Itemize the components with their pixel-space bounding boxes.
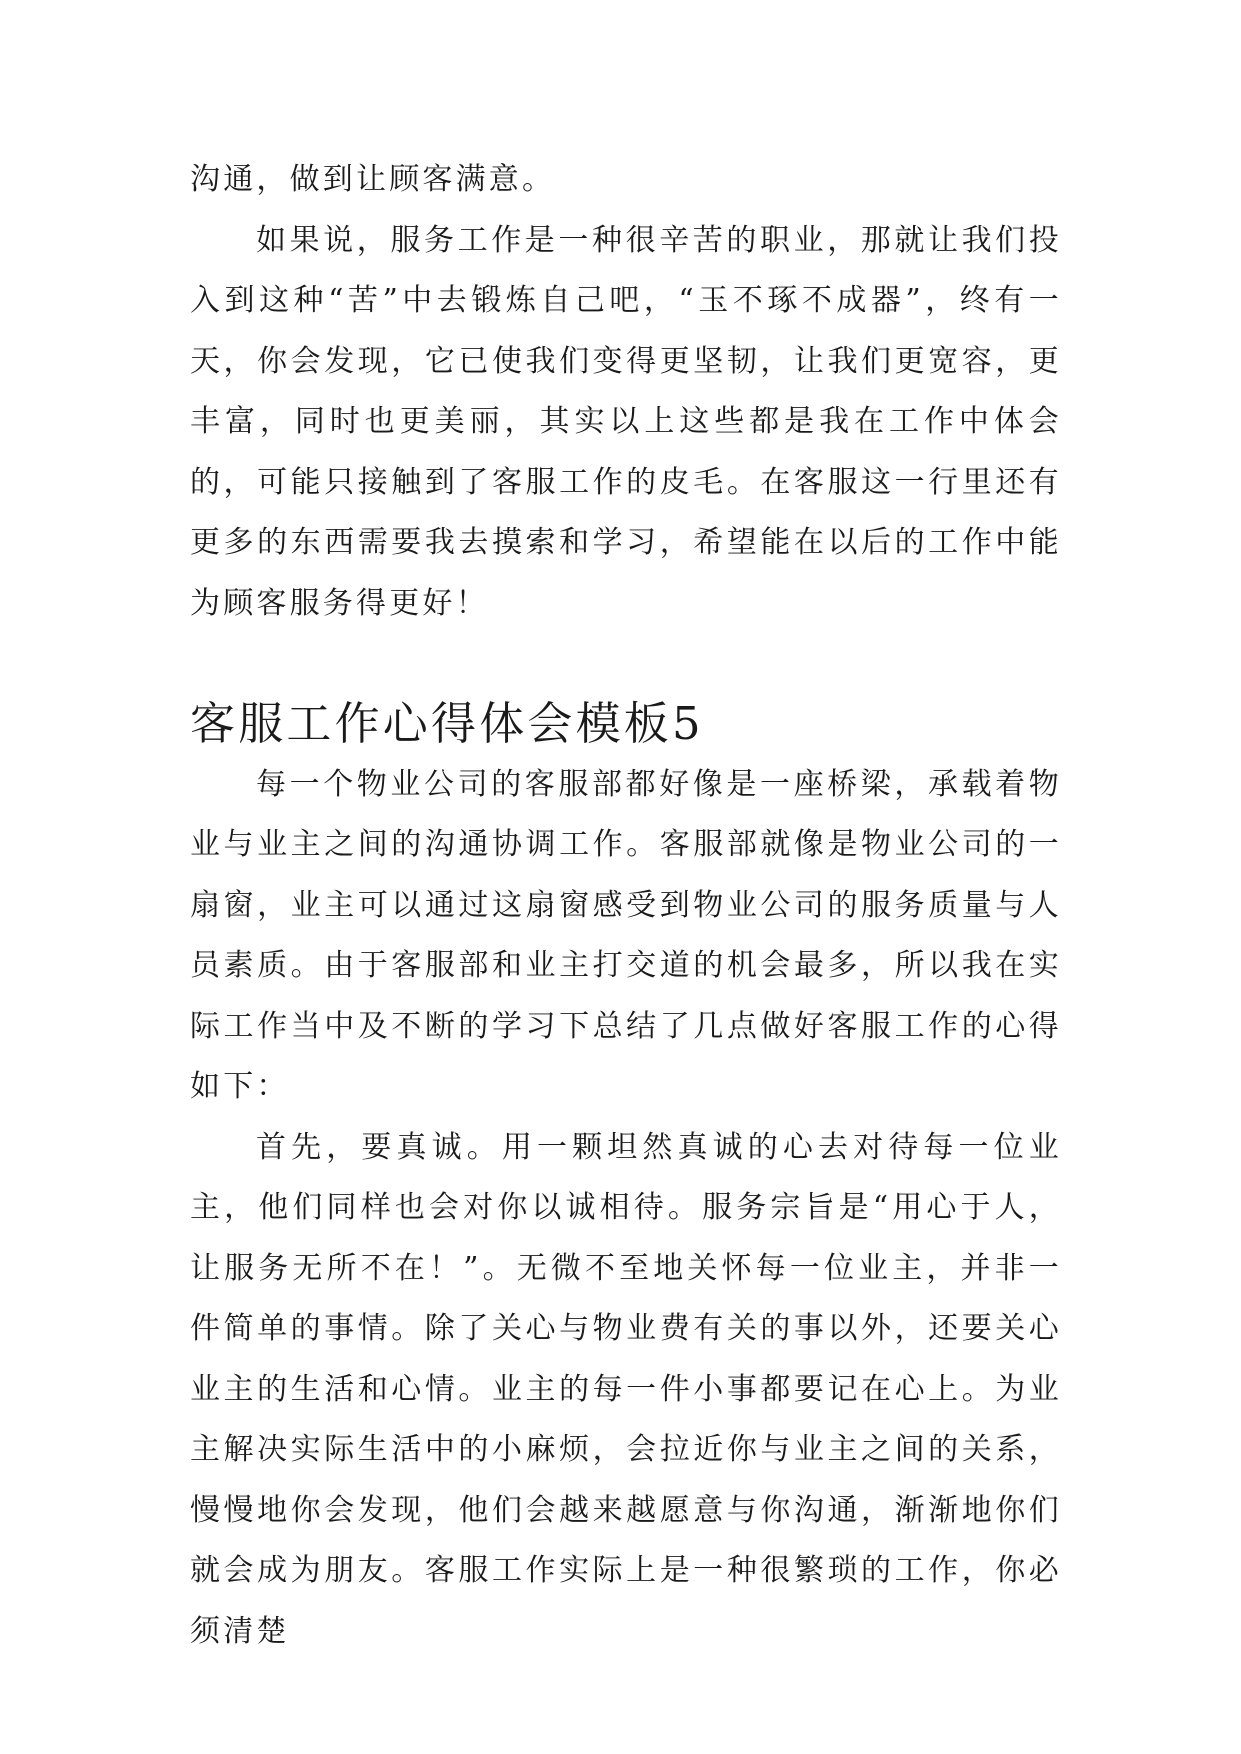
paragraph-continuation: 沟通，做到让顾客满意。 bbox=[190, 162, 556, 197]
paragraph-customer-service-bridge: 每一个物业公司的客服部都好像是一座桥梁，承载着物业与业主之间的沟通协调工作。客服部就像是物业公司的一扇窗，业主可以通过这扇窗感受到物业公司的服务质量与人员素质。由于客服部和业主打交道的机会最多，所以我在实际工作当中及不断的学习下总结了几点做好客服工作的心得如下： bbox=[190, 766, 1062, 1104]
paragraph-sincerity: 首先，要真诚。用一颗坦然真诚的心去对待每一位业主，他们同样也会对你以诚相待。服务宗旨是“用心于人，让服务无所不在！”。无微不至地关怀每一位业主，并非一件简单的事情。除了关心与物业费有关的事以外，还要关心业主的生活和心情。业主的每一件小事都要记在心上。为业主解决实际生活中的小麻烦，会拉近你与业主之间的关系，慢慢地你会发现，他们会越来越愿意与你沟通，渐渐地你们就会成为朋友。客服工作实际上是一种很繁琐的工作，你必须清楚 bbox=[190, 1129, 1062, 1649]
section-title: 客服工作心得体会模板5 bbox=[190, 697, 704, 750]
document-page bbox=[190, 150, 1062, 1662]
paragraph-service-hardship: 如果说，服务工作是一种很辛苦的职业，那就让我们投入到这种“苦”中去锻炼自己吧，“玉不琢不成器”，终有一天，你会发现，它已使我们变得更坚韧，让我们更宽容，更丰富，同时也更美丽，其实以上这些都是我在工作中体会的，可能只接触到了客服工作的皮毛。在客服这一行里还有更多的东西需要我去摸索和学习，希望能在以后的工作中能为顾客服务得更好！ bbox=[190, 222, 1062, 621]
